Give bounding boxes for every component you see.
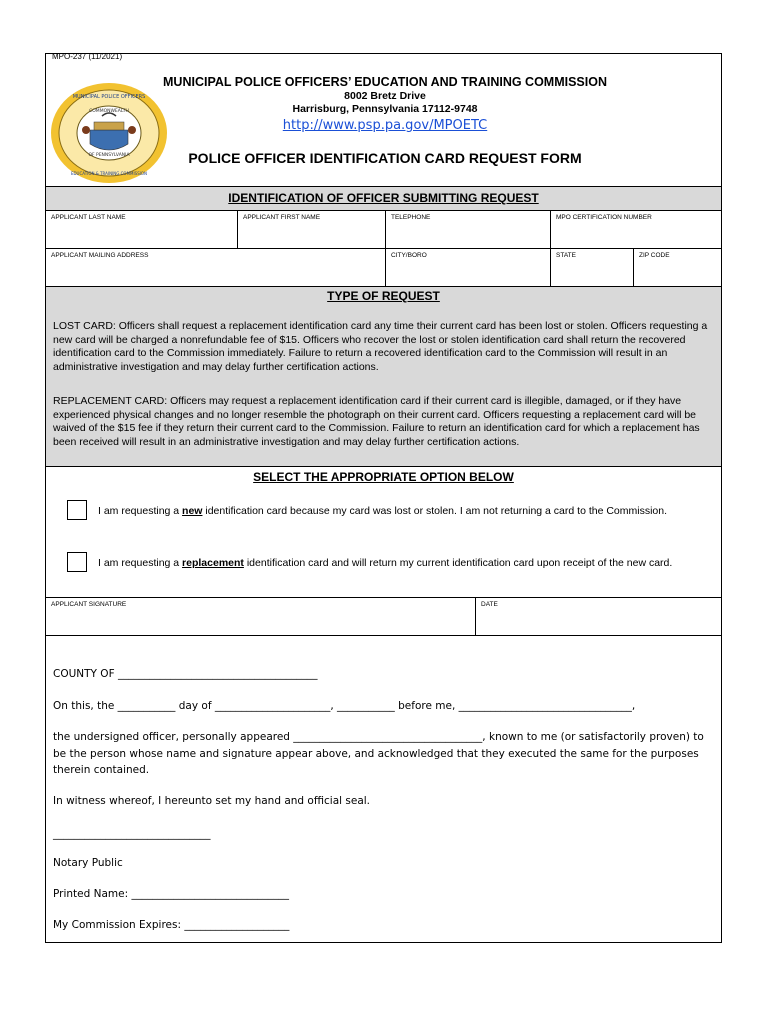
county-line: COUNTY OF ______________________________________ (53, 668, 318, 680)
request-type-section (46, 286, 721, 466)
telephone-label: TELEPHONE (391, 214, 431, 221)
new-card-checkbox[interactable] (67, 500, 87, 520)
seal-text-bottom: EDUCATION & TRAINING COMMISSION (70, 171, 148, 176)
notary-section (46, 635, 721, 942)
new-card-text-pre: I am requesting a (98, 505, 183, 517)
replacement-card-text-post: identification card and will return my current identification card upon receipt of the new card. (243, 557, 673, 569)
city-label: CITY/BORO (391, 252, 427, 259)
org-name: MUNICIPAL POLICE OFFICERS’ EDUCATION AND TRAINING COMMISSION (163, 75, 607, 89)
officer-row-1 (46, 210, 721, 248)
form-number: MPO-237 (11/2021) (52, 52, 123, 61)
undersigned-text: the undersigned officer, personally appeared ____________________________________, known to me (or satisfactorily proven) to be the person whose name and signature appear above, and acknowledged that they executed the same for the purposes therein contained. (53, 731, 704, 776)
new-card-keyword: new (182, 505, 203, 517)
witness-text: In witness whereof, I hereunto set my hand and official seal. (53, 795, 371, 807)
options-section (46, 466, 721, 597)
officer-section-header (46, 186, 721, 210)
replacement-card-option (98, 557, 672, 569)
first-name-field[interactable] (237, 211, 385, 248)
new-card-option (98, 505, 667, 517)
signature-label: APPLICANT SIGNATURE (51, 601, 127, 608)
signature-row (46, 597, 721, 635)
date-line: On this, the ___________ day of ______________________, ___________ before me, _________________________________, (53, 700, 636, 712)
address-line-2: Harrisburg, Pennsylvania 17112-9748 (292, 103, 478, 115)
website-link[interactable]: http://www.psp.pa.gov/MPOETC (282, 118, 488, 133)
mailing-address-field[interactable] (46, 249, 385, 286)
zip-label: ZIP CODE (639, 252, 670, 259)
lost-card-text: LOST CARD: Officers shall request a replacement identification card any time their current card has been lost or stolen. Officers requesting a new card will be charged a nonrefundable fee of $15. Officers who recover the lost or stolen identification card shall return the recovered identification card to the Commission immediately. Failure to return a recovered identification card to the Commission will result in an administrative investigation and may delay further certification actions. (53, 320, 708, 373)
form-title: POLICE OFFICER IDENTIFICATION CARD REQUEST FORM (188, 150, 582, 166)
date-field[interactable] (475, 598, 721, 635)
officer-row-2 (46, 248, 721, 286)
replacement-card-text-pre: I am requesting a (98, 557, 183, 569)
state-label: STATE (556, 252, 576, 259)
commission-expires-line: My Commission Expires: ____________________ (53, 919, 290, 931)
mpo-cert-field[interactable] (550, 211, 721, 248)
state-field[interactable] (550, 249, 633, 286)
zip-field[interactable] (633, 249, 721, 286)
telephone-field[interactable] (385, 211, 550, 248)
replacement-card-keyword: replacement (182, 557, 244, 569)
options-title: SELECT THE APPROPRIATE OPTION BELOW (253, 470, 514, 484)
officer-section-title: IDENTIFICATION OF OFFICER SUBMITTING REQUEST (228, 191, 539, 205)
signature-field[interactable] (46, 598, 475, 635)
replacement-card-text: REPLACEMENT CARD: Officers may request a replacement identification card if their current card is illegible, damaged, or if they have experienced physical changes and no longer resemble the photograph on their current card. Officers requesting a replacement card will be waived of the $15 fee if they return their current card to the Commission. Failure to return an identification card for which a replacement has been received will result in an administrative investigation and may delay further certification actions. (53, 395, 700, 448)
seal-text-center-bottom: OF PENNSYLVANIA (88, 153, 130, 158)
last-name-field[interactable] (46, 211, 237, 248)
first-name-label: APPLICANT FIRST NAME (243, 214, 321, 221)
seal-text-center-top: COMMONWEALTH (89, 109, 129, 114)
notary-signature-line: ______________________________ (53, 828, 211, 840)
address-line-1: 8002 Bretz Drive (344, 90, 426, 102)
notary-public-label: Notary Public (53, 857, 123, 869)
city-field[interactable] (385, 249, 550, 286)
replacement-card-checkbox[interactable] (67, 552, 87, 572)
mailing-address-label: APPLICANT MAILING ADDRESS (51, 252, 149, 259)
last-name-label: APPLICANT LAST NAME (51, 214, 126, 221)
printed-name-line: Printed Name: ______________________________ (53, 888, 289, 900)
request-type-title: TYPE OF REQUEST (327, 289, 440, 303)
request-form (45, 53, 722, 943)
mpo-cert-label: MPO CERTIFICATION NUMBER (556, 214, 652, 221)
new-card-text-post: identification card because my card was lost or stolen. I am not returning a card to the Commission. (202, 505, 668, 517)
seal-text-top: MUNICIPAL POLICE OFFICERS (72, 94, 146, 100)
date-label: DATE (481, 601, 498, 608)
